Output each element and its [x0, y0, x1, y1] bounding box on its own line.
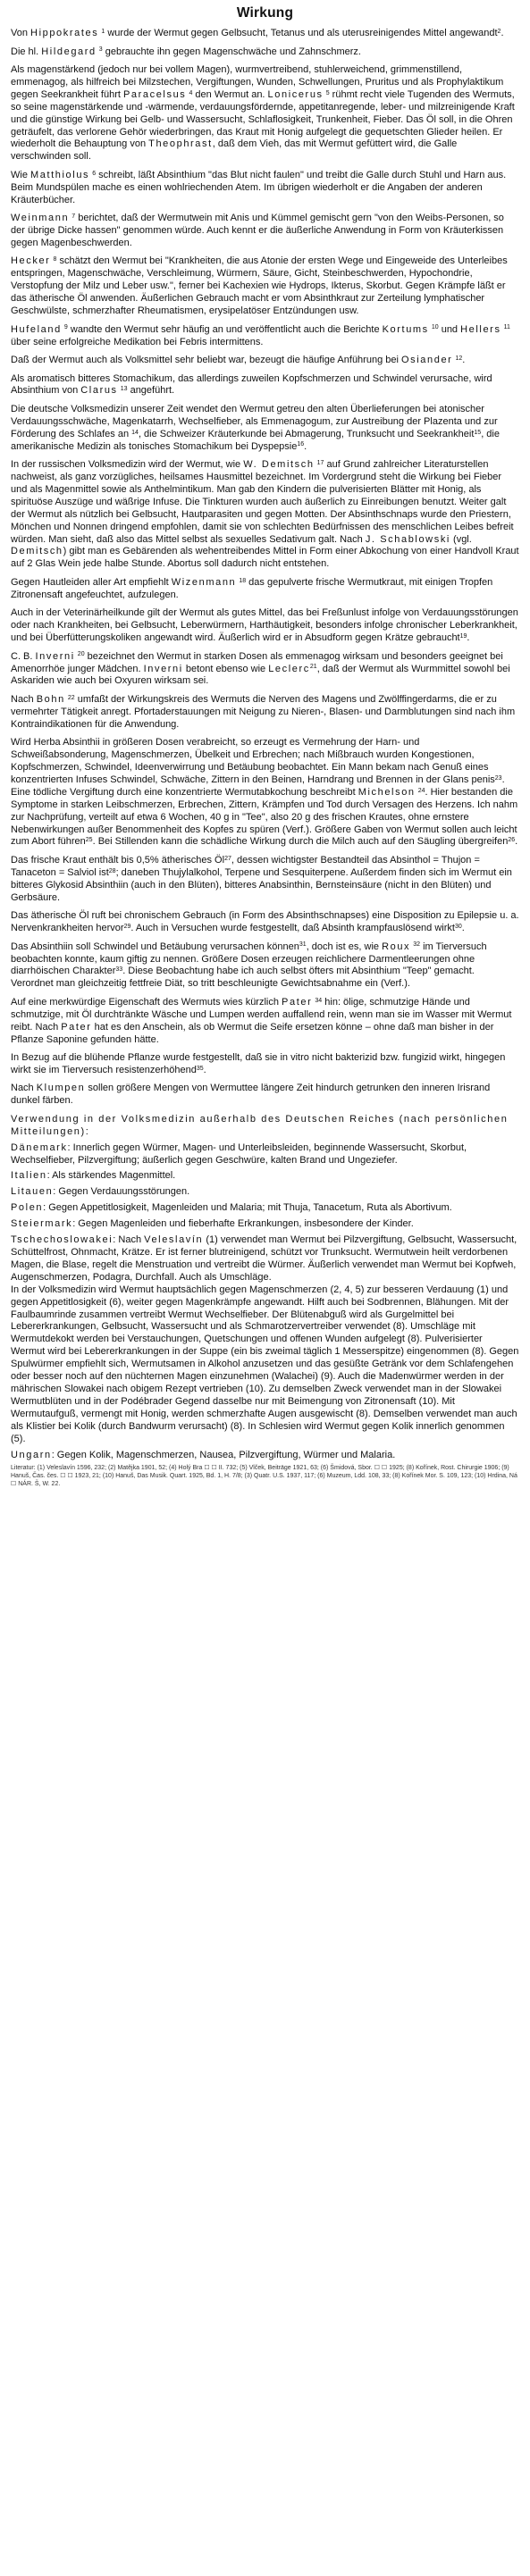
footnote-marker: 19	[459, 632, 467, 640]
text-run: Gegen Hautleiden aller Art empfiehlt	[11, 576, 172, 588]
text-run: . Auch in Versuchen wurde festgestellt, daß Absinth krampfauslösend wirkt	[130, 923, 455, 934]
text-run: den Wermut an.	[192, 88, 268, 100]
text-run: .	[467, 632, 470, 644]
text-run: : Innerlich gegen Würmer, Magen- und Unterleibsleiden, beginnende Wassersucht, Skorbut, Wechselfieber, Pilzvergiftung; äußerlich gegen Geschwüre, kalten Brand und Ungeziefer.	[11, 1142, 467, 1166]
text-run: (1) verwendet man Wermut bei Pilzvergiftung, Gelbsucht, Wassersucht, Schüttelfrost, Ohnmacht, Krätze. Er ist ferner blutreinigend, schützt vor Trunksucht. Wermutwein heilt verdorbenen Magen, die Blase, regelt die Menstruation und vertreibt die Würmer. Äußerlich verwendet man Wermut bei Kopfweh, Augenschmerzen, Podagra, Durchfall. Auch als Umschläge.	[11, 1234, 517, 1283]
footnote-marker: 22	[67, 694, 75, 701]
author-name: Roux	[382, 941, 411, 952]
paragraph	[11, 1052, 519, 1077]
author-name: Osiander	[401, 355, 453, 365]
paragraph	[11, 607, 519, 645]
text-run: ) gibt man es Gebärenden als wehentreibendes Mittel in Form einer Abkochung von einer Handvoll Kraut auf 2 Glas Wein jede halbe Stunde. Abortus soll dadurch nicht entstehen.	[11, 546, 519, 570]
footnote-marker: 10	[431, 324, 439, 331]
footnote-marker: 26	[508, 837, 516, 844]
footnote-marker: 16	[297, 441, 305, 448]
folk-medicine-entry	[11, 1234, 519, 1445]
text-run: .	[501, 28, 504, 38]
text-run: auf Grund zahlreicher Literaturstellen nachweist, als ganz vorzügliches, heilsames Hausmittel bezeichnet. Im Vordergrund steht die Wirkung bei Fieber und als Magenmittel sowie als Anthelmintikum. Man gab den Kindern die pulverisierten Blätter mit Honig, als spirituöse Auszüge und wäßrige Infuse. Die Tinkturen wurden auch äußerlich zu Einreibungen benutzt. Weiter galt der Wermut als nützlich bei Gelbsucht, Hautparasiten und gegen Motten. Der Absinthschnaps wurde den Priestern, Mönchen und Nonnen dringend empfohlen, damit sie von schlechten Bedürfnissen des menschlichen Leibes befreit würden. Man sieht, daß also das Mittel selbst als sexuelles Sedativum galt. Nach	[11, 459, 514, 545]
footnote-marker: 14	[131, 429, 139, 436]
footnote-marker: 21	[309, 664, 317, 671]
folk-medicine-entry	[11, 1170, 519, 1183]
text-run: berichtet, daß der Wermutwein mit Anis und Kümmel gemischt gern "von den Weibs-Personen, so der übrige Dicke hassen" genommen würde. Auch kennt er die äußerliche Anwendung in Form von Kräuterkissen gegen Magenbeschwerden.	[11, 213, 504, 248]
footnote-marker: 27	[224, 855, 231, 862]
text-run: In der russischen Volksmedizin wird der Wermut, wie	[11, 459, 244, 471]
folk-medicine-entry	[11, 1218, 519, 1231]
author-name: Inverni	[143, 663, 183, 674]
footnote-marker: 15	[474, 429, 482, 436]
text-run: Als aromatisch bitteres Stomachikum, das allerdings zuweilen Kopfschmerzen und Schwindel verursache, wird Absinthium von	[11, 372, 492, 397]
author-name: Tschechoslowakei	[11, 1234, 114, 1246]
footnote-marker: 9	[63, 324, 68, 331]
text-run: hin: ölige, schmutzige Hände und schmutzige, mit Öl durchtränkte Wäsche und Lumpen werden auffallend rein, wenn man sie im Wasser mit Wermut reibt. Nach	[11, 996, 512, 1033]
author-name: Weinmann	[11, 213, 70, 224]
paragraph	[11, 355, 519, 367]
author-name: Ungarn	[11, 1449, 52, 1460]
folk-medicine-list	[11, 1142, 519, 1462]
author-name: Hellers	[460, 323, 501, 335]
text-run: , doch ist es, wie	[306, 941, 383, 952]
footnote-marker: 24	[417, 787, 425, 794]
text-run: , dessen wichtigster Bestandteil das Absinthol = Thujon = Tanaceton = Salviol ist	[11, 854, 480, 878]
body-text	[11, 28, 519, 1108]
author-name: Steiermark	[11, 1218, 73, 1230]
document-page	[11, 5, 519, 1490]
footnote-marker: 34	[315, 997, 323, 1004]
author-name: Pater	[282, 996, 313, 1008]
text-run: In der Volksmedizin wird Wermut hauptsächlich gegen Magenschmerzen (2, 4, 5) zur besseren Verdauung (1) und gegen Appetitlosigkeit (6), weiter gegen Magenkrämpfe angewandt. Hilft auch bei Sodbrennen, Blähungen. Mit der Faulbaumrinde zusammen vertreibt Wermut Wechselfieber. Der Blütenabguß wird als Gurgelmittel bei Lebererkrankungen, Gelbsucht, Wassersucht und als Schmarotzervertreiber verwendet (8). Umschläge mit Wermutdekokt werden bei Verstauchungen, Quetschungen und offenen Wunden aufgelegt (8). Pulverisierter Wermut wird bei Lebererkrankungen in der Suppe (ein bis zweimal täglich 1 Messerspitze) eingenommen (8). Gegen Spulwürmer empfiehlt sich, Wermutsamen in Alkohol anzusetzen und das gesüßte Getränk vor dem Schlafengehen oder besser noch auf den nüchternen Magen einzunehmen (Walachei) (9). Auch die Madenwürmer werden in der mährischen Slowakei nach obigem Rezept vertrieben (10). Zu demselben Zweck verwendet man in der Slowakei Wermutblüten und in der Podébrader Gegend dasselbe nur mit Beimengung von Zitronensaft (10). Mit Wermutaufguß, vermengt mit Honig, werden schmerzhafte Augen ausgewischt (8). Demselben verwendet man auch als Klistier bei Kolik (durch Bandwurm verursacht) (8). In Schlesien wird Wermut gegen Kolik innerlich genommen (5).	[11, 1284, 519, 1444]
footnote-marker: 12	[455, 355, 463, 362]
author-name: Litauen	[11, 1186, 54, 1198]
text-run: C. B.	[11, 650, 36, 662]
text-run: sollen größere Mengen von Wermuttee längere Zeit hindurch getrunken den inneren Irisrand dunkel färben.	[11, 1083, 491, 1107]
paragraph	[11, 694, 519, 732]
paragraph	[11, 941, 519, 991]
footnote-marker: 17	[316, 459, 324, 466]
folk-medicine-entry	[11, 1142, 519, 1167]
text-run: .	[203, 1064, 206, 1075]
author-name: Hecker	[11, 255, 51, 267]
text-run: schreibt, läßt Absinthium "das Blut nicht faulen" und treibt die Galle durch Stuhl und Harn aus. Beim Mundspülen mache es einen wohlriechenden Atem. Im übrigen wiederholt er die Angaben der anderen Kräuterbücher.	[11, 169, 507, 205]
text-run: In Bezug auf die blühende Pflanze wurde festgestellt, daß sie in vitro nicht bakterizid bzw. fungizid wirkt, hingegen wirkt sie im Tierversuch resistenzerhöhend	[11, 1052, 506, 1075]
text-run: im Tierversuch beobachten konnte, kaum giftig zu nennen. Größere Dosen erzeugen reichlichere Darmentleerungen ohne diarrhöischen Charakter	[11, 941, 487, 977]
text-run: wurde der Wermut gegen Gelbsucht, Tetanus und als uterusreinigendes Mittel angewandt	[105, 28, 498, 38]
text-run: angeführt.	[127, 385, 175, 397]
text-run: (vgl.	[450, 533, 472, 545]
text-run: Die deutsche Volksmedizin unserer Zeit wendet den Wermut getreu den alten Überlieferungen bei atonischer Verdauungsschwäche, Magenkatarrh, Wechselfieber, als Emmenagogum, zur Austreibung der Plazenta und zur Förderung des Schlafes an	[11, 403, 498, 439]
paragraph	[11, 46, 519, 59]
text-run: , daß der Wermut als Wurmmittel sowohl bei Askariden wie auch bei Oxyuren wirksam sei.	[11, 663, 510, 687]
text-run: , daß dem Vieh, das mit Wermut gefüttert wird, die Galle verschwinden soll.	[11, 138, 458, 163]
paragraph	[11, 459, 519, 571]
author-name: Paracelsus	[122, 88, 187, 100]
author-name: W. Demitsch	[243, 459, 315, 471]
text-run: Von	[11, 28, 31, 38]
folk-medicine-heading: Verwendung in der Volksmedizin außerhalb des Deutschen Reiches (nach persönlichen Mitteilungen):	[11, 1113, 509, 1137]
text-run: : Nach	[113, 1234, 145, 1246]
text-run: .	[304, 440, 307, 452]
author-name: Clarus	[80, 385, 118, 397]
paragraph	[11, 373, 519, 398]
text-run: Wird Herba Absinthii in größeren Dosen verabreicht, so erzeugt es Vermehrung der Harn- und Schweißabsonderung, Magenschmerzen, Übelkeit und Erbrechen; nach Mißbrauch wurden Kongestionen, Kopfschmerzen, Schwindel, Ideenverwirrung und Betäubung beobachtet. Ein Mann bekam nach Genuß eines konzentrierten Infuses Schwindel, Schwäche, Zittern in den Beinen, Harndrang und Brennen in der Glans penis	[11, 737, 495, 785]
text-run: : Gegen Kolik, Magenschmerzen, Nausea, Pilzvergiftung, Würmer und Malaria.	[51, 1449, 396, 1460]
author-name: Hildegard	[41, 46, 97, 57]
text-run: : Gegen Magenleiden und fieberhafte Erkrankungen, insbesondere der Kinder.	[72, 1218, 414, 1230]
footnote-marker: 2	[497, 28, 501, 35]
footnote-marker: 4	[189, 89, 193, 96]
author-name: Bohn	[36, 693, 65, 705]
paragraph	[11, 213, 519, 250]
text-run: Auch in der Veterinärheilkunde gilt der Wermut als gutes Mittel, das bei Freßunlust infolge von Verdauungsstörungen oder nach Krankheiten, bei Gelbsucht, Leberwürmern, Harthäutigkeit, besonders infolge chronischer Leberkrankheit, und bei Überfütterungskoliken angewandt wird. Äußerlich wird er in Absudform gegen Krätze gebraucht	[11, 607, 518, 644]
author-name: Dänemark	[11, 1142, 68, 1153]
author-name: Polen	[11, 1202, 44, 1214]
text-run: Nach	[11, 693, 37, 705]
paragraph	[11, 997, 519, 1047]
footnote-marker: 7	[72, 213, 76, 221]
text-run: wandte den Wermut sehr häufig an und veröffentlicht auch die Berichte	[67, 323, 383, 335]
footnote-marker: 33	[115, 966, 123, 974]
text-run: .	[515, 836, 518, 848]
paragraph	[11, 170, 519, 207]
footnote-marker: 6	[92, 170, 97, 177]
text-run: Daß der Wermut auch als Volksmittel sehr beliebt war, bezeugt die häufige Anführung bei	[11, 355, 401, 365]
text-run: . Hier bestanden die Symptome in starken Leibschmerzen, Erbrechen, Zittern, Krämpfen und Tod durch Versagen des Herzens. Ich nahm zur Nachprüfung, verteilt auf etwa 6 Wochen, 40 g in "Tee", also 20 g des frischen Krautes, ohne ernstere Nebenwirkungen außer Benommenheit des Kopfes zu spüren (Verf.). Größere Gaben von Wermut sollen auch leicht zum Abort führen	[11, 786, 518, 848]
text-run: : Als stärkendes Magenmittel.	[46, 1170, 176, 1182]
text-run: , die Schweizer Kräuterkunde bei Abmagerung, Trunksucht und Seekrankheit	[138, 428, 475, 439]
author-name: Inverni	[35, 650, 75, 662]
text-run: . Bei Stillenden kann die schädliche Wirkung durch die Milch auch auf den Säugling übergreifen	[92, 836, 509, 848]
text-run: rühmt recht viele Tugenden des Wermuts, so seine magenstärkende und -wärmende, verdauungsfördernde, appetitanregende, leber- und milzreinigende Kraft und die günstige Wirkung bei Gelb- und Wassersucht, Schlaflosigkeit, Trunkenheit, Fieber. Das Öl soll, in die Ohren geträufelt, das verlorene Gehör wiederbringen, das Kraut mit Honig aufgelegt die gequetschten Glieder heilen. Er wiederholt die Behauptung von	[11, 88, 515, 150]
text-run: Auf eine merkwürdige Eigenschaft des Wermuts wies kürzlich	[11, 996, 282, 1008]
paragraph	[11, 28, 519, 40]
folk-medicine-entry	[11, 1202, 519, 1215]
text-run: und	[438, 323, 461, 335]
footnote-marker: 11	[503, 324, 510, 331]
paragraph	[11, 1083, 519, 1108]
footnote-marker: 31	[299, 941, 307, 949]
paragraph	[11, 910, 519, 935]
text-run: Nach	[11, 1083, 37, 1094]
references: Literatur: (1) Veleslavín 1596, 232; (2) Matějka 1901, 52; (4) Holý Bra ☐ ☐ II. 732; (5) Vlček, Beiträge 1921, 63; (6) Šmidová, Sbor. ☐ ☐ 1925; (8) Kořínek, Rost. Chirurgie 1906; (9) Hanuš, Čas. čes. ☐ ☐ 1923, 21; (10) Hanuš, Das Musik. Quart. 1925, Bd. 1, H. 7/8; (3) Quatr. U.S. 1937, 117; (6) Muzeum, Ldd. 108, 33; (8) Kořínek Mor. S. 109, 123; (10) Hrdina, Ná ☐ NÁR. Š, W. 22.	[11, 1465, 517, 1487]
author-name: Theophrast	[148, 138, 213, 150]
folk-medicine-entry	[11, 1450, 519, 1462]
footnote-marker: 28	[108, 867, 116, 874]
text-run: Das Absinthiin soll Schwindel und Betäubung verursachen können	[11, 941, 299, 952]
text-run: . Diese Beobachtung habe ich auch selbst öfters mit Absinthium "Teep" gemacht. Verordnet man gleichzeitig fettfreie Diät, so tritt beschleunigte Gewichtsabnahme ein (Verf.).	[11, 966, 475, 990]
text-run: Das ätherische Öl ruft bei chronischem Gebrauch (in Form des Absinthschnapses) eine Disposition zu Epilepsie u. a. Nervenkrankheiten hervor	[11, 910, 519, 934]
folk-medicine-entry	[11, 1186, 519, 1199]
footnote-marker: 13	[120, 386, 128, 393]
paragraph	[11, 255, 519, 318]
footnote-marker: 25	[85, 837, 93, 844]
text-run: hat es den Anschein, als ob Wermut die Seife ersetzen könne – ohne daß man bisher in der Pflanze Saponine gefunden hätte.	[11, 1021, 494, 1045]
author-name: Demitsch	[11, 546, 63, 557]
footnote-marker: 5	[325, 89, 330, 96]
author-name: Wizenmann	[171, 576, 237, 588]
text-run: .	[462, 355, 466, 365]
author-name: Leclerc	[268, 663, 310, 674]
page-title: Wirkung	[236, 5, 294, 21]
text-run: Das frische Kraut enthält bis 0,5% ätherisches Öl	[11, 854, 225, 866]
author-name: Kortums	[382, 323, 429, 335]
paragraph	[11, 737, 519, 849]
author-name: Michelson	[358, 786, 416, 798]
footnote-marker: 3	[98, 46, 103, 54]
paragraph	[11, 855, 519, 905]
author-name: Matthiolus	[30, 169, 90, 180]
paragraph	[11, 577, 519, 602]
text-run: gebrauchte ihn gegen Magenschwäche und Zahnschmerz.	[102, 46, 361, 57]
paragraph	[11, 651, 519, 689]
text-run: das gepulverte frische Wermutkraut, mit einigen Tropfen Zitronensaft angefeuchtet, aufzulegen.	[11, 576, 493, 600]
footnote-marker: 29	[123, 923, 131, 930]
author-name: Veleslavín	[144, 1234, 204, 1246]
text-run: . Eine tödliche Vergiftung durch eine konzentrierte Wermutabkochung beschreibt	[11, 774, 505, 798]
footnote-marker: 8	[53, 256, 57, 263]
paragraph	[11, 64, 519, 163]
text-run: umfaßt der Wirkungskreis des Wermuts die Nerven des Magens und Zwölffingerdarms, die er zu vermehrter Tätigkeit anregt. Pfortaderstauungen mit Neigung zu Nieren-, Blasen- und Darmblutungen sind nach ihm Kontraindikationen für die Anwendung.	[11, 693, 516, 730]
text-run: : Gegen Verdauungsstörungen.	[53, 1186, 190, 1198]
text-run: betont ebenso wie	[182, 663, 269, 674]
text-run: Als magenstärkend (jedoch nur bei vollem Magen), wurmvertreibend, stuhlerweichend, grimmenstillend, emmenagog, als hilfreich bei Milzstechen, Vergiftungen, Wunden, Schwellungen, Pruritus und als Prophylaktikum gegen Seekrankheit führt	[11, 64, 504, 100]
text-run: über seine erfolgreiche Medikation bei Febris intermittens.	[11, 336, 264, 347]
paragraph	[11, 324, 519, 349]
author-name: Pater	[61, 1021, 92, 1033]
text-run: : Gegen Appetitlosigkeit, Magenleiden und Malaria; mit Thuja, Tanacetum, Ruta als Abortivum.	[43, 1202, 452, 1214]
text-run: ; daneben Thujylalkohol, Terpene und Sesquiterpene. Außerdem finden sich im Wermut ein bitteres Glykosid Absinthiin (auch in den Blüten), bitteres Anabsinthin, Bernsteinsäure (nicht in den Blüten) und Gerbsäure.	[11, 866, 512, 903]
footnote-marker: 32	[413, 941, 421, 949]
paragraph	[11, 404, 519, 454]
text-run: bezeichnet den Wermut in starken Dosen als emmenagog wirksam und besonders geeignet bei Amenorrhöe junger Mädchen.	[11, 650, 503, 674]
text-run: , die amerikanische Medizin als tonisches Stomachikum bei Dyspepsie	[11, 428, 500, 452]
text-run: Die hl.	[11, 46, 42, 57]
footnote-marker: 1	[101, 28, 105, 35]
author-name: Hufeland	[11, 323, 62, 335]
text-run: schätzt den Wermut bei "Krankheiten, die aus Atonie der ersten Wege und Eingeweide des Unterleibes entspringen, Magenschwäche, Verschleimung, Würmern, Säure, Gicht, Steinbeschwerden, Hypochondrie, Verstopfung der Milz und Leber usw.", ferner bei Kachexien wie Hydrops, Ikterus, Skorbut. Gegen Krämpfe läßt er das ätherische Öl anwenden. Äußerlichen Gebrauch macht er vom Absinthkraut zur Zerteilung lymphatischer Geschwülste, schmerzhafter Rheumatismen, erysipelatöser Entzündungen usw.	[11, 255, 508, 317]
footnote-marker: 30	[454, 923, 462, 930]
text-run: Wie	[11, 169, 30, 180]
author-name: Klumpen	[36, 1083, 86, 1094]
footnote-marker: 35	[196, 1065, 204, 1072]
footnote-marker: 20	[77, 651, 85, 658]
footnote-marker: 23	[494, 774, 502, 782]
author-name: J. Schablowski	[365, 533, 450, 545]
footnote-marker: 18	[239, 577, 247, 584]
author-name: Italien	[11, 1170, 47, 1182]
author-name: Hippokrates	[30, 28, 99, 38]
author-name: Lonicerus	[267, 88, 324, 100]
text-run: .	[461, 923, 465, 934]
